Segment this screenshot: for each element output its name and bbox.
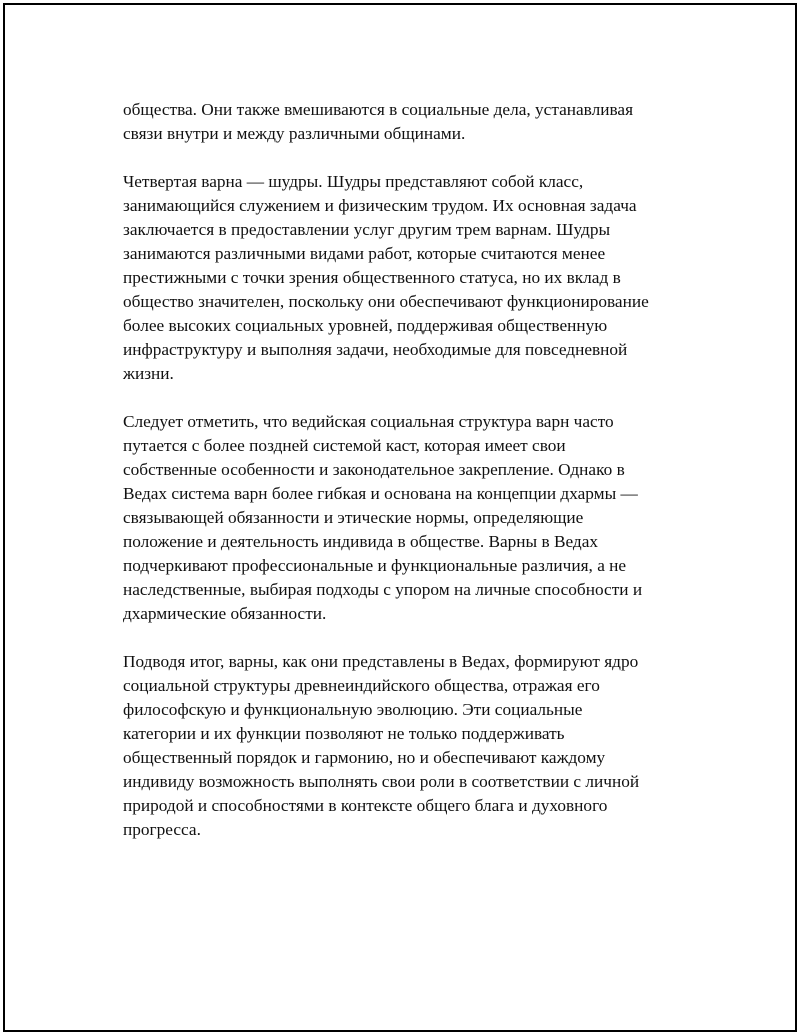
text-line: общественный порядок и гармонию, но и обеспечивают каждому (123, 748, 606, 767)
text-line: заключается в предоставлении услуг другим трем варнам. Шудры (123, 220, 611, 239)
text-line: престижными с точки зрения общественного статуса, но их вклад в (123, 268, 621, 287)
text-line: социальной структуры древнеиндийского общества, отражая его (123, 676, 600, 695)
text-line: индивиду возможность выполнять свои роли в соответствии с личной (123, 772, 640, 791)
text-line: Следует отметить, что ведийская социальная структура варн часто (123, 412, 614, 431)
text-line: более высоких социальных уровней, поддерживая общественную (123, 316, 608, 335)
text-line: общества. Они также вмешиваются в социальные дела, устанавливая (123, 100, 634, 119)
text-line: наследственные, выбирая подходы с упором на личные способности и (123, 580, 643, 599)
text-line: общество значителен, поскольку они обеспечивают функционирование (123, 292, 649, 311)
text-line: дхармические обязанности. (123, 604, 327, 623)
paragraph-3 (123, 410, 693, 626)
text-line: положение и деятельность индивида в обществе. Варны в Ведах (123, 532, 599, 551)
paragraph-2 (123, 170, 693, 386)
text-line: философскую и функциональную эволюцию. Эти социальные (123, 700, 583, 719)
text-line: Четвертая варна — шудры. Шудры представляют собой класс, (123, 172, 584, 191)
text-line: Подводя итог, варны, как они представлены в Ведах, формируют ядро (123, 652, 639, 671)
text-line: связи внутри и между различными общинами. (123, 124, 466, 143)
text-line: прогресса. (123, 820, 201, 839)
text-line: занимающийся служением и физическим трудом. Их основная задача (123, 196, 637, 215)
text-line: подчеркивают профессиональные и функциональные различия, а не (123, 556, 627, 575)
text-line: жизни. (123, 364, 174, 383)
text-line: Ведах система варн более гибкая и основана на концепции дхармы — (123, 484, 638, 503)
text-line: путается с более поздней системой каст, которая имеет свои (123, 436, 566, 455)
paragraph-1 (123, 98, 693, 146)
text-line: занимаются различными видами работ, которые считаются менее (123, 244, 606, 263)
page-frame (3, 3, 797, 1032)
text-line: связывающей обязанности и этические нормы, определяющие (123, 508, 584, 527)
text-line: собственные особенности и законодательное закрепление. Однако в (123, 460, 625, 479)
document-body (123, 98, 693, 866)
text-line: категории и их функции позволяют не только поддерживать (123, 724, 565, 743)
text-line: природой и способностями в контексте общего блага и духовного (123, 796, 608, 815)
text-line: инфраструктуру и выполняя задачи, необходимые для повседневной (123, 340, 628, 359)
paragraph-4 (123, 650, 693, 842)
